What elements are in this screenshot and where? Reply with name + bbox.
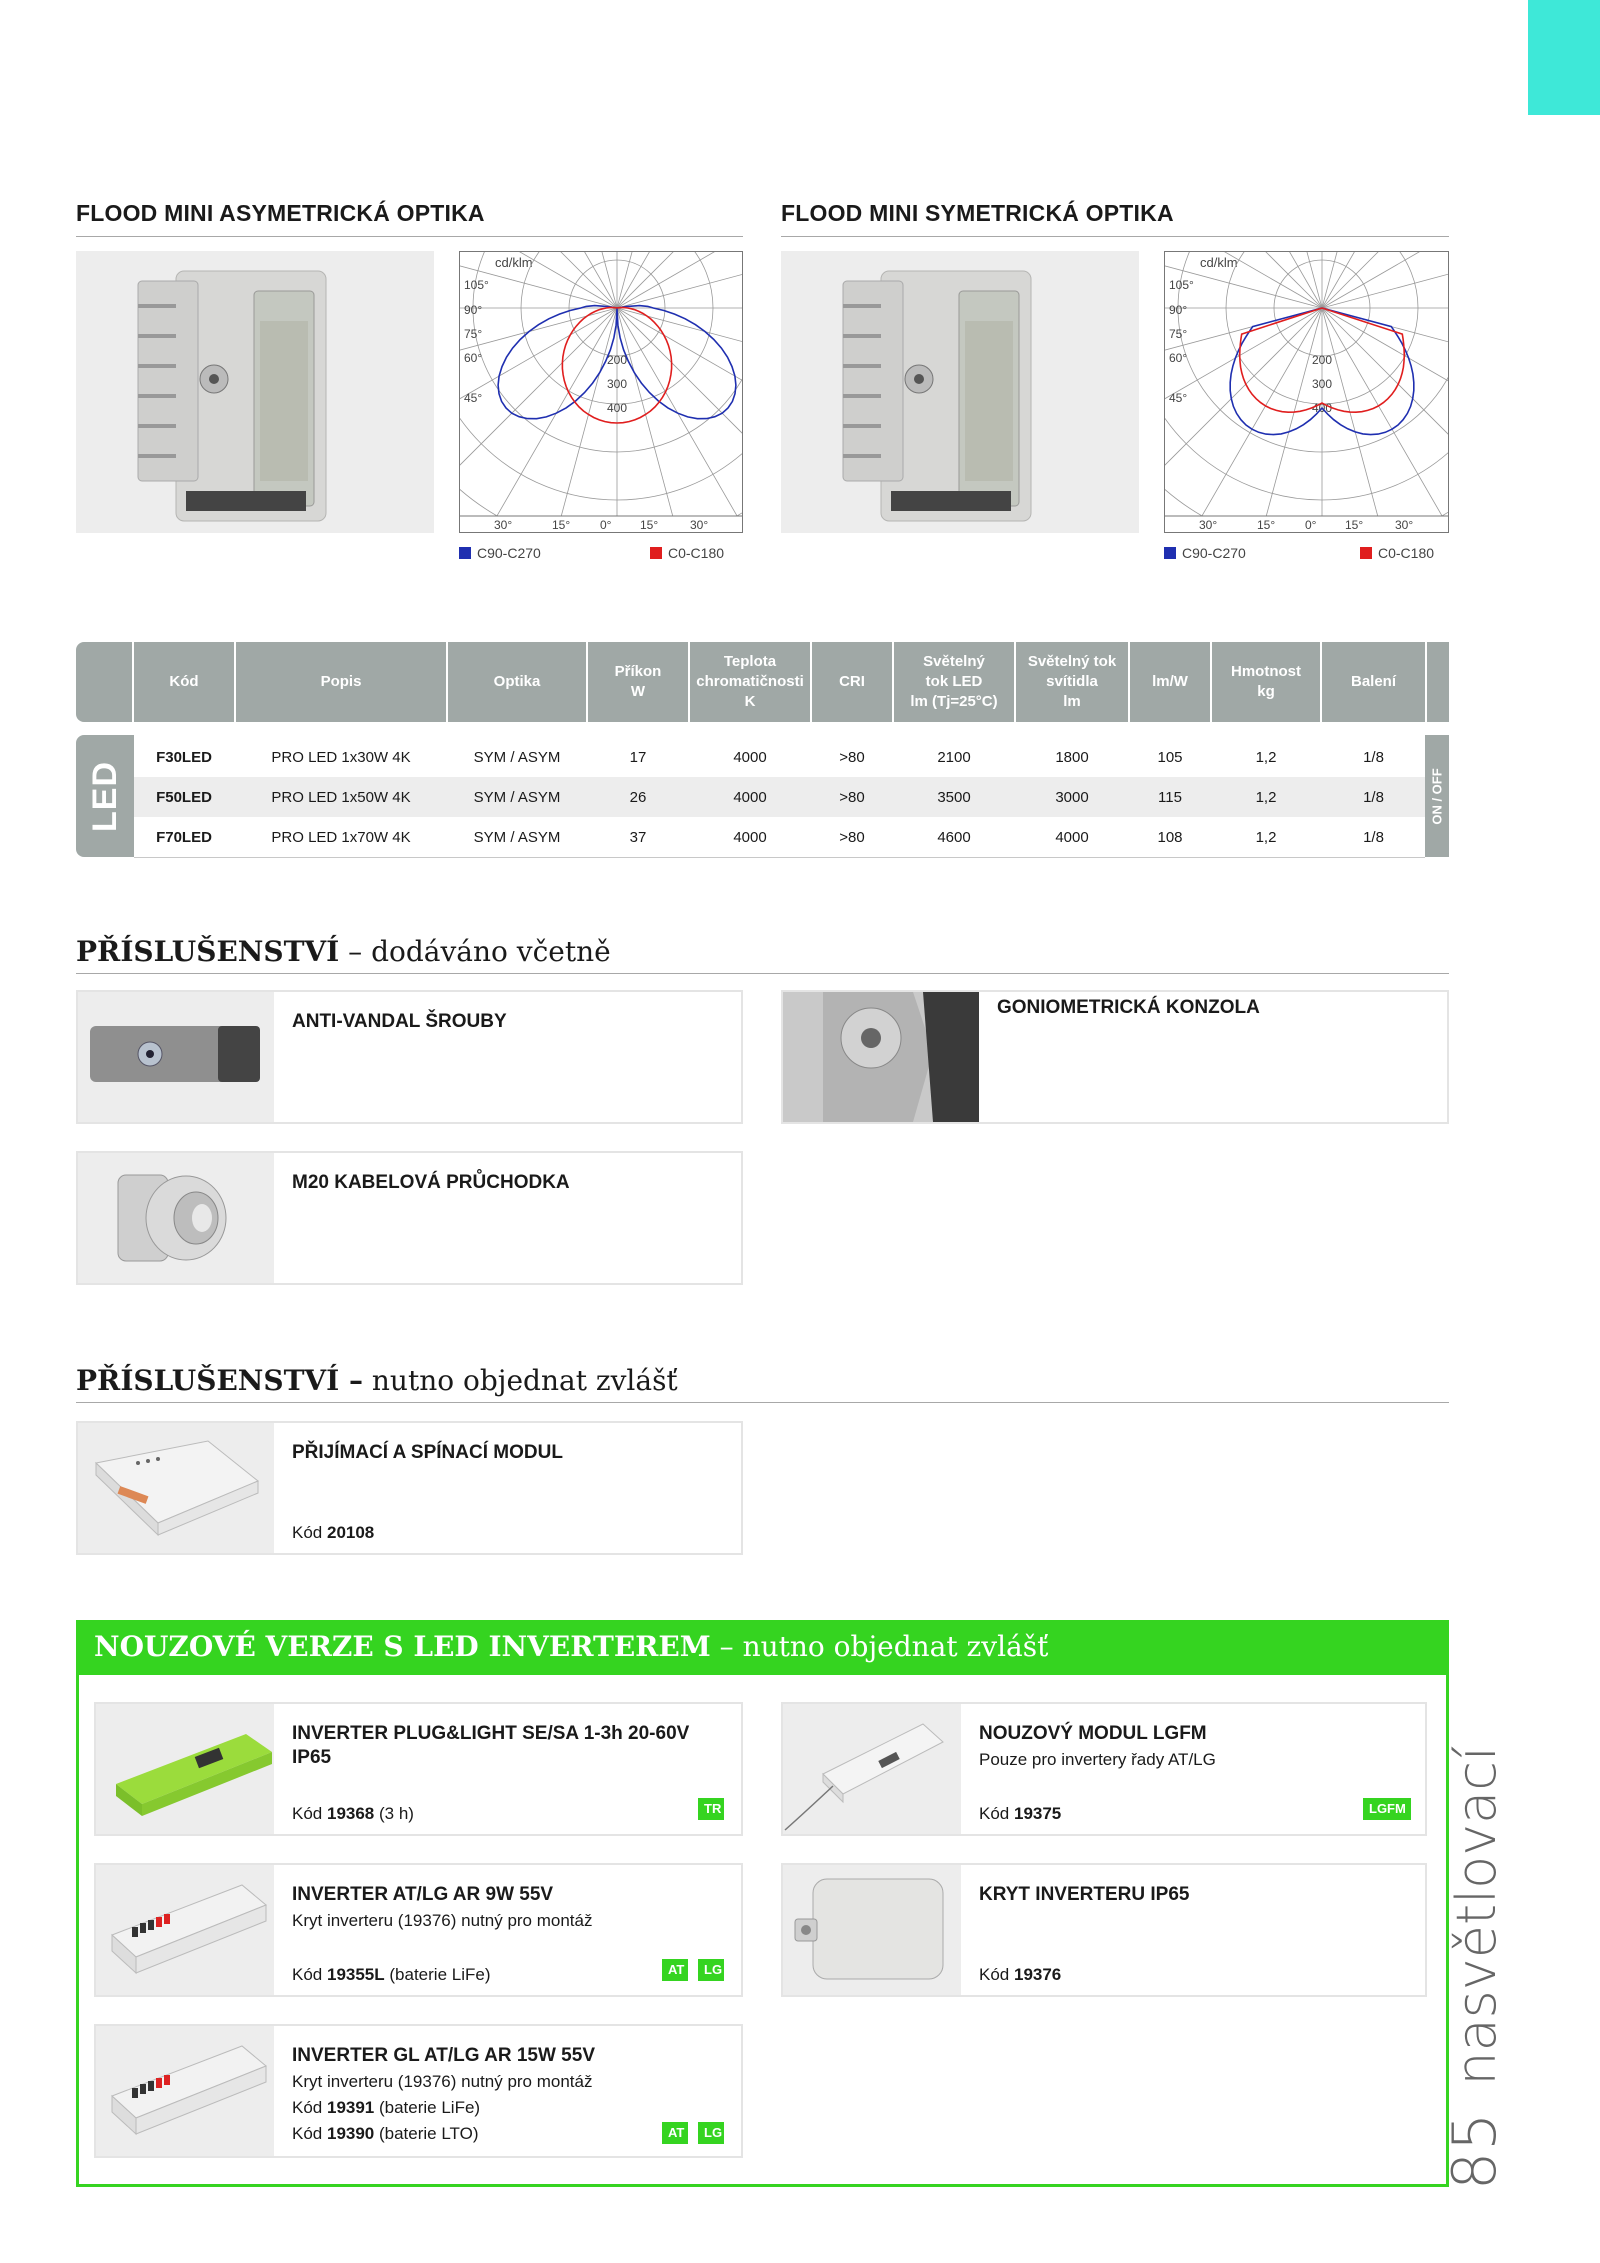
th-hmotnost: Hmotnost kg	[1231, 663, 1301, 700]
th-lmw: lm/W	[1152, 673, 1188, 690]
legend-swatch-red	[1360, 547, 1372, 559]
badge-lgfm: LGFM	[1363, 1798, 1411, 1820]
badge-tr: TR	[698, 1798, 724, 1820]
anti-vandal-image	[78, 992, 274, 1122]
cell-baleni: 1/8	[1363, 748, 1384, 766]
polar-spoke	[1322, 252, 1448, 308]
legend-label: C0-C180	[1378, 545, 1435, 561]
table-row	[134, 817, 1425, 857]
polar-radius-label: 200	[1312, 353, 1333, 367]
card-title: KRYT INVERTERU IP65	[979, 1884, 1190, 1905]
accessory-card-cable-gland	[76, 1151, 743, 1285]
polar-spoke	[1322, 252, 1448, 308]
cell-popis: PRO LED 1x50W 4K	[271, 788, 411, 806]
polar-bottom-angle: 30°	[690, 518, 709, 532]
polar-angle-label: 60°	[1169, 351, 1188, 365]
corner-tab	[1528, 0, 1600, 115]
cell-lmw: 108	[1157, 828, 1183, 846]
polar-diagram-symmetric	[1164, 251, 1449, 533]
cell-popis: PRO LED 1x30W 4K	[271, 748, 411, 766]
accessory-card-receiver-module	[76, 1421, 743, 1555]
cable-gland-image	[78, 1153, 274, 1283]
polar-spoke	[617, 252, 742, 308]
polar-spoke	[617, 252, 692, 308]
cell-prikon: 17	[629, 748, 647, 766]
cell-cri: >80	[839, 788, 865, 806]
polar-spoke	[1247, 252, 1322, 308]
section-rule-included	[76, 973, 1449, 974]
cell-optika: SYM / ASYM	[473, 748, 561, 766]
cell-teplota: 4000	[733, 828, 767, 846]
card-title: ANTI-VANDAL ŠROUBY	[292, 1011, 507, 1032]
polar-unit-label: cd/klm	[1200, 255, 1238, 270]
section-title-included: PŘÍSLUŠENSTVÍ – dodáváno včetně	[76, 935, 611, 968]
polar-bottom-angle: 30°	[1199, 518, 1218, 532]
polar-spoke	[617, 252, 742, 308]
th-baleni: Balení	[1350, 673, 1396, 690]
emergency-card-plug-light	[94, 1702, 743, 1836]
section-title-separate: PŘÍSLUŠENSTVÍ – nutno objednat zvlášť	[76, 1364, 678, 1397]
emergency-title: NOUZOVÉ VERZE S LED INVERTEREM – nutno objednat zvlášť	[94, 1630, 1049, 1663]
th-teplota: Teplota chromatičnosti K	[696, 653, 804, 710]
cell-cri: >80	[839, 748, 865, 766]
heading-rule-right	[781, 236, 1449, 237]
legend-label: C90-C270	[1182, 545, 1246, 561]
heading-symmetric: FLOOD MINI SYMETRICKÁ OPTIKA	[781, 200, 1174, 226]
legend-swatch-red	[650, 547, 662, 559]
cell-tok-svitidla: 3000	[1055, 788, 1089, 806]
cell-kod: F50LED	[156, 788, 212, 806]
cell-tok-svitidla: 4000	[1055, 828, 1089, 846]
cell-prikon: 37	[629, 828, 647, 846]
cell-teplota: 4000	[733, 788, 767, 806]
side-label	[1440, 1746, 1510, 2190]
polar-spoke	[1322, 252, 1448, 308]
polar-bottom-angle: 30°	[1395, 518, 1414, 532]
card-code: Kód 19376	[979, 1965, 1062, 1984]
cell-hmotnost: 1,2	[1255, 788, 1277, 806]
led-side-label: LED	[85, 760, 124, 832]
th-cri: CRI	[839, 673, 865, 690]
card-code: Kód 19368 (3 h)	[292, 1804, 414, 1823]
table-row	[134, 777, 1425, 817]
polar-spoke	[1322, 308, 1448, 532]
cell-kod: F70LED	[156, 828, 212, 846]
heading-asymmetric: FLOOD MINI ASYMETRICKÁ OPTIKA	[76, 200, 485, 226]
legend-swatch-blue	[1164, 547, 1176, 559]
cell-baleni: 1/8	[1363, 828, 1384, 846]
polar-angle-label: 105°	[1169, 278, 1194, 292]
badge-lg: LG	[698, 2122, 724, 2144]
emergency-card-at-lg-9w	[94, 1863, 743, 1997]
card-title: NOUZOVÝ MODUL LGFM	[979, 1723, 1207, 1744]
legend-c0-right	[1360, 545, 1434, 561]
cell-tok-svitidla: 1800	[1055, 748, 1089, 766]
accessory-card-anti-vandal	[76, 990, 743, 1124]
polar-spoke	[460, 308, 617, 513]
card-subtitle: Kryt inverteru (19376) nutný pro montáž	[292, 1911, 593, 1930]
polar-spoke	[1322, 252, 1448, 308]
th-prikon: Příkon W	[614, 663, 662, 700]
product-photo-symmetric	[781, 251, 1139, 533]
cell-tok-led: 2100	[937, 748, 971, 766]
th-tok-svitidla: Světelný tok svítidla lm	[1027, 653, 1117, 710]
th-kod: Kód	[169, 673, 199, 690]
heading-rule-left	[76, 236, 743, 237]
cell-lmw: 115	[1158, 788, 1182, 806]
th-popis: Popis	[320, 673, 362, 690]
polar-bottom-angle: 15°	[1257, 518, 1276, 532]
cell-prikon: 26	[629, 788, 647, 806]
card-subtitle: Kryt inverteru (19376) nutný pro montáž	[292, 2072, 593, 2091]
inverter-plug-light-image	[96, 1704, 274, 1834]
legend-c90-left	[459, 545, 541, 561]
card-code: Kód 19391 (baterie LiFe)	[292, 2098, 481, 2117]
cell-baleni: 1/8	[1363, 788, 1384, 806]
polar-bottom-angle: 15°	[1345, 518, 1364, 532]
page-number: 85	[1440, 2111, 1510, 2190]
cell-cri: >80	[839, 828, 865, 846]
card-subtitle: Pouze pro invertery řady AT/LG	[979, 1750, 1216, 1769]
polar-angle-label: 75°	[1169, 327, 1188, 341]
polar-diagram-asymmetric	[459, 251, 743, 533]
polar-unit-label: cd/klm	[495, 255, 533, 270]
polar-bottom-angle: 0°	[1305, 518, 1317, 532]
polar-spoke	[1165, 308, 1322, 383]
table-side-band	[76, 735, 134, 857]
th-optika: Optika	[493, 673, 541, 690]
polar-angle-label: 60°	[464, 351, 483, 365]
polar-spoke	[1322, 252, 1397, 308]
polar-radius-label: 300	[607, 377, 628, 391]
emergency-card-cover	[781, 1863, 1427, 1997]
badge-lg: LG	[698, 1959, 724, 1981]
table-header	[76, 642, 1449, 722]
cell-tok-led: 4600	[937, 828, 971, 846]
polar-spoke	[1177, 252, 1322, 308]
polar-angle-label: 45°	[464, 391, 483, 405]
polar-radius-label: 400	[1312, 401, 1333, 415]
legend-label: C90-C270	[477, 545, 541, 561]
polar-spoke	[1165, 308, 1322, 513]
cell-hmotnost: 1,2	[1255, 748, 1277, 766]
card-code-2: Kód 19390 (baterie LTO)	[292, 2124, 479, 2143]
cell-teplota: 4000	[733, 748, 767, 766]
polar-radius-label: 400	[607, 401, 628, 415]
card-title: PŘIJÍMACÍ A SPÍNACÍ MODUL	[292, 1442, 563, 1463]
polar-spoke	[542, 308, 617, 532]
polar-angle-label: 75°	[464, 327, 483, 341]
polar-radius-label: 200	[607, 353, 628, 367]
emergency-card-lgfm	[781, 1702, 1427, 1836]
table-row	[134, 737, 1425, 777]
legend-c90-right	[1164, 545, 1246, 561]
polar-radius-label: 300	[1312, 377, 1333, 391]
polar-angle-label: 90°	[1169, 303, 1188, 317]
badge-at: AT	[662, 2122, 688, 2144]
section-rule-separate	[76, 1402, 1449, 1403]
emergency-header	[76, 1620, 1449, 1675]
legend-c0-left	[650, 545, 724, 561]
card-title: M20 KABELOVÁ PRŮCHODKA	[292, 1172, 570, 1193]
inverter-gl-15w-image	[96, 2026, 274, 2156]
polar-ring	[1165, 252, 1448, 500]
card-title: GONIOMETRICKÁ KONZOLA	[997, 997, 1260, 1018]
cell-popis: PRO LED 1x70W 4K	[271, 828, 411, 846]
polar-ring	[460, 252, 742, 500]
inverter-at-lg-9w-image	[96, 1865, 274, 1995]
cell-optika: SYM / ASYM	[473, 788, 561, 806]
polar-spoke	[542, 252, 617, 308]
card-code: Kód 20108	[292, 1523, 375, 1542]
polar-angle-label: 105°	[464, 278, 489, 292]
cell-kod: F30LED	[156, 748, 212, 766]
th-tok-led: Světelný tok LED lm (Tj=25°C)	[910, 653, 998, 710]
category-word: nasvětlovací	[1445, 1746, 1508, 2086]
emergency-card-gl-at-lg-15w	[94, 2024, 743, 2158]
polar-spoke	[617, 308, 742, 513]
product-photo-asymmetric	[76, 251, 434, 533]
cell-hmotnost: 1,2	[1255, 828, 1277, 846]
on-off-label-wrap	[1425, 735, 1449, 857]
polar-bottom-angle: 0°	[600, 518, 612, 532]
cell-tok-led: 3500	[937, 788, 971, 806]
on-off-label: ON / OFF	[1429, 767, 1445, 825]
card-title: INVERTER AT/LG AR 9W 55V	[292, 1884, 554, 1905]
card-code: Kód 19375	[979, 1804, 1062, 1823]
card-title: INVERTER PLUG&LIGHT SE/SA 1-3h 20-60V IP65	[292, 1723, 690, 1768]
legend-label: C0-C180	[668, 545, 725, 561]
table-bottom-rule	[134, 857, 1425, 858]
polar-bottom-angle: 15°	[552, 518, 571, 532]
polar-spoke	[617, 252, 742, 308]
accessory-card-goniometric	[781, 990, 1449, 1124]
polar-spoke	[617, 308, 692, 532]
inverter-cover-image	[783, 1865, 961, 1995]
receiver-module-image	[78, 1423, 274, 1553]
goniometric-image	[783, 992, 979, 1122]
polar-spoke	[617, 252, 742, 308]
legend-swatch-blue	[459, 547, 471, 559]
polar-bottom-angle: 15°	[640, 518, 659, 532]
card-code: Kód 19355L (baterie LiFe)	[292, 1965, 491, 1984]
polar-spoke	[460, 308, 617, 383]
polar-angle-label: 45°	[1169, 391, 1188, 405]
card-title: INVERTER GL AT/LG AR 15W 55V	[292, 2045, 595, 2066]
polar-angle-label: 90°	[464, 303, 483, 317]
cell-optika: SYM / ASYM	[473, 828, 561, 846]
polar-ring	[460, 252, 742, 532]
lgfm-module-image	[783, 1704, 961, 1834]
badge-at: AT	[662, 1959, 688, 1981]
cell-lmw: 105	[1157, 748, 1183, 766]
polar-spoke	[472, 252, 617, 308]
polar-bottom-angle: 30°	[494, 518, 513, 532]
